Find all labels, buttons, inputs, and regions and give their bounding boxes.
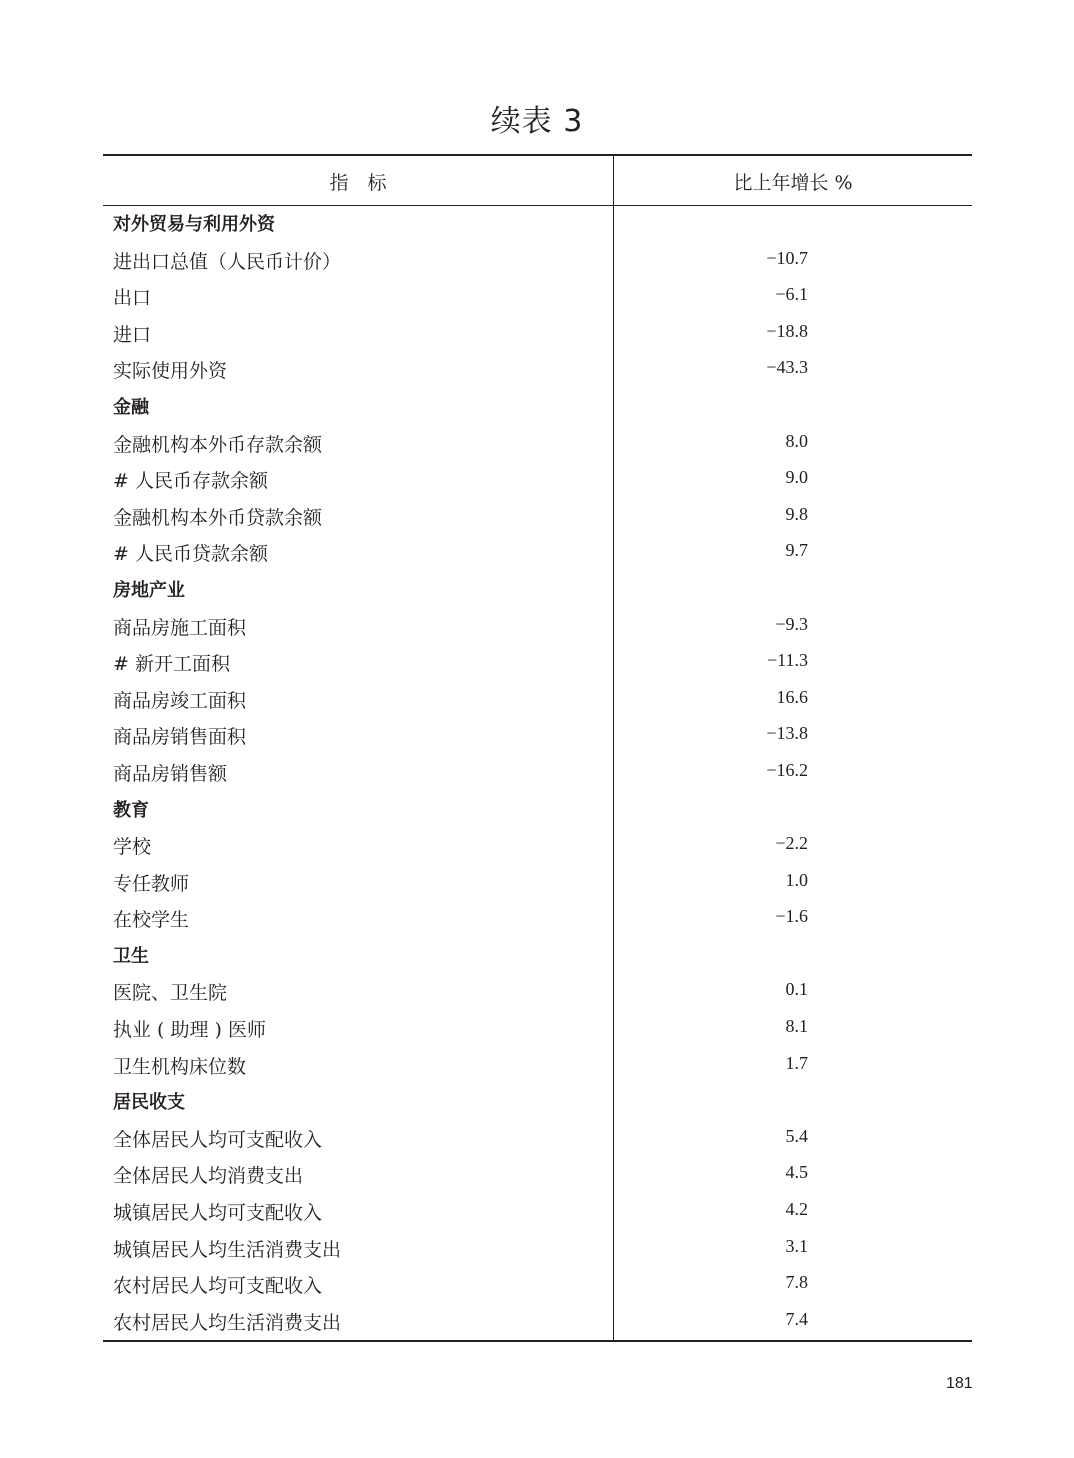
row-label: # 人民币贷款余额	[113, 543, 268, 566]
table-row	[103, 499, 972, 536]
row-label: 进口	[113, 323, 152, 346]
row-label: 进出口总值（人民币计价）	[113, 250, 342, 273]
group-label: 卫生	[113, 945, 149, 967]
row-label: 商品房施工面积	[113, 616, 247, 639]
table-group-row	[103, 1084, 972, 1121]
table-row	[103, 828, 972, 865]
table-row	[103, 426, 972, 463]
table-row	[103, 1157, 972, 1194]
row-value: 3.1	[785, 1235, 808, 1256]
group-label: 房地产业	[113, 579, 185, 601]
row-label: 农村居民人均生活消费支出	[113, 1311, 342, 1334]
row-label: 在校学生	[113, 909, 190, 932]
row-label: 商品房销售面积	[113, 726, 247, 749]
table-row	[103, 1304, 972, 1341]
table-body	[103, 206, 972, 1340]
table-row	[103, 865, 972, 902]
group-label: 居民收支	[113, 1092, 185, 1114]
table-row	[103, 1011, 972, 1048]
page-title: 续表 3	[490, 104, 584, 139]
table-row	[103, 974, 972, 1011]
table-row	[103, 901, 972, 938]
header-indicator: 指 标	[329, 172, 387, 194]
row-value: −11.3	[767, 650, 808, 671]
row-value: 7.4	[785, 1308, 808, 1329]
row-label: 金融机构本外币存款余额	[113, 433, 323, 456]
table-header	[103, 156, 972, 206]
group-label: 对外贸易与利用外资	[113, 214, 275, 235]
group-label: 金融	[113, 396, 149, 418]
row-label: 出口	[113, 287, 152, 310]
table-group-row	[103, 938, 972, 975]
row-label: # 人民币存款余额	[113, 470, 268, 493]
row-label: 金融机构本外币贷款余额	[113, 506, 323, 529]
table-row	[103, 1194, 972, 1231]
row-label: 城镇居民人均生活消费支出	[113, 1238, 342, 1261]
row-label: 实际使用外资	[113, 360, 228, 383]
row-value: 1.7	[785, 1052, 808, 1073]
row-value: −18.8	[766, 320, 808, 341]
table-group-row	[103, 206, 972, 243]
table-group-row	[103, 572, 972, 609]
row-label: 医院、卫生院	[113, 982, 228, 1005]
row-value: −13.8	[766, 723, 808, 744]
table-row	[103, 1048, 972, 1085]
row-value: −6.1	[775, 284, 808, 305]
row-label: 卫生机构床位数	[113, 1055, 247, 1078]
row-value: 9.0	[785, 467, 808, 488]
row-value: 9.7	[785, 540, 808, 561]
table-row	[103, 1121, 972, 1158]
row-value: −9.3	[775, 613, 808, 634]
row-label: 学校	[113, 836, 152, 859]
table-group-row	[103, 389, 972, 426]
row-value: −1.6	[775, 906, 808, 927]
row-value: −16.2	[766, 759, 808, 780]
table-row	[103, 1267, 972, 1304]
header-growth: 比上年增长 %	[733, 172, 853, 194]
table-row	[103, 279, 972, 316]
table-row	[103, 535, 972, 572]
table-row	[103, 462, 972, 499]
row-label: 执业 ( 助理 ) 医师	[113, 1019, 266, 1042]
row-label: 城镇居民人均可支配收入	[113, 1202, 323, 1225]
row-value: 9.8	[785, 503, 808, 524]
group-label: 教育	[113, 799, 149, 821]
row-value: 7.8	[785, 1272, 808, 1293]
row-value: 1.0	[785, 869, 808, 890]
table-row	[103, 755, 972, 792]
row-value: 5.4	[785, 1125, 808, 1146]
row-value: −43.3	[766, 357, 808, 378]
row-value: 4.2	[785, 1199, 808, 1220]
row-value: 8.1	[785, 1016, 808, 1037]
row-label: 全体居民人均消费支出	[113, 1165, 304, 1188]
row-label: 专任教师	[113, 872, 190, 895]
row-value: 4.5	[785, 1162, 808, 1183]
row-label: # 新开工面积	[113, 653, 230, 676]
row-value: 16.6	[776, 686, 808, 707]
table-row	[103, 316, 972, 353]
row-label: 商品房销售额	[113, 762, 228, 785]
row-value: −2.2	[775, 833, 808, 854]
table-group-row	[103, 792, 972, 829]
row-label: 农村居民人均可支配收入	[113, 1275, 323, 1298]
row-label: 全体居民人均可支配收入	[113, 1128, 323, 1151]
row-label: 商品房竣工面积	[113, 689, 247, 712]
table-row	[103, 352, 972, 389]
page-number: 181	[946, 1375, 973, 1392]
row-value: 0.1	[785, 979, 808, 1000]
table-row	[103, 718, 972, 755]
statistics-table	[103, 154, 972, 1342]
table-row	[103, 609, 972, 646]
row-value: −10.7	[766, 247, 808, 268]
table-row	[103, 645, 972, 682]
table-row	[103, 1231, 972, 1268]
table-row	[103, 243, 972, 280]
row-value: 8.0	[785, 430, 808, 451]
table-row	[103, 682, 972, 719]
